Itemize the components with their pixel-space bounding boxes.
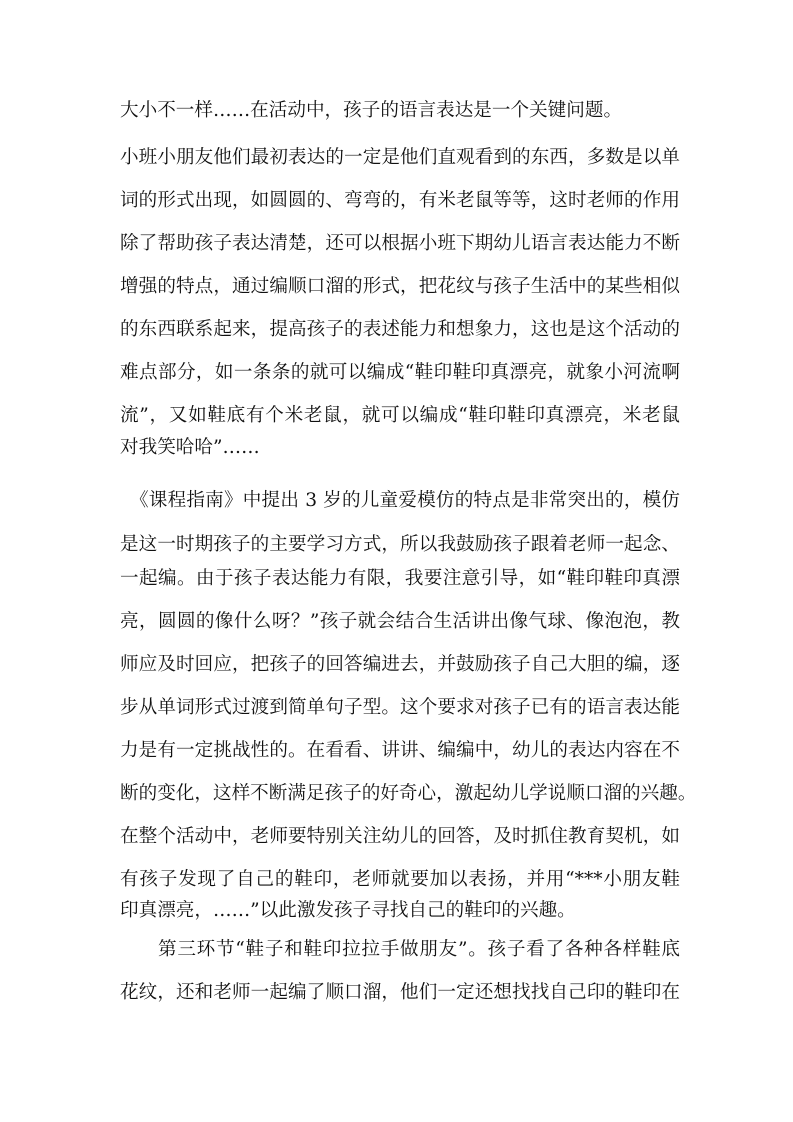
text-line-10: 《课程指南》中提出 3 岁的儿童爱模仿的特点是非常突出的，模仿 xyxy=(130,490,680,511)
text-line-3: 词的形式出现，如圆圆的、弯弯的，有米老鼠等等，这时老师的作用 xyxy=(120,190,680,211)
text-line-13: 亮，圆圆的像什么呀？”孩子就会结合生活讲出像气球、像泡泡，教 xyxy=(120,611,680,632)
text-line-1: 大小不一样……在活动中，孩子的语言表达是一个关键问题。 xyxy=(120,100,623,121)
text-line-11: 是这一时期孩子的主要学习方式，所以我鼓励孩子跟着老师一起念、 xyxy=(120,534,680,555)
text-line-15: 步从单词形式过渡到简单句子型。这个要求对孩子已有的语言表达能 xyxy=(120,697,680,718)
text-line-14: 师应及时回应，把孩子的回答编进去，并鼓励孩子自己大胆的编，逐 xyxy=(120,654,680,675)
text-line-21: 第三环节“鞋子和鞋印拉拉手做朋友”。孩子看了各种各样鞋底 xyxy=(158,939,680,960)
text-line-5: 增强的特点，通过编顺口溜的形式，把花纹与孩子生活中的某些相似 xyxy=(120,276,680,297)
text-line-4: 除了帮助孩子表达清楚，还可以根据小班下期幼儿语言表达能力不断 xyxy=(120,233,680,254)
text-line-22: 花纹，还和老师一起编了顺口溜，他们一定还想找找自己印的鞋印在 xyxy=(120,982,680,1003)
text-line-2: 小班小朋友他们最初表达的一定是他们直观看到的东西，多数是以单 xyxy=(120,147,680,168)
text-line-9: 对我笑哈哈”…… xyxy=(120,437,260,458)
text-line-16: 力是有一定挑战性的。在看看、讲讲、编编中，幼儿的表达内容在不 xyxy=(120,740,680,761)
text-line-8: 流”，又如鞋底有个米老鼠，就可以编成“鞋印鞋印真漂亮，米老鼠 xyxy=(120,405,680,426)
text-line-12: 一起编。由于孩子表达能力有限，我要注意引导，如“鞋印鞋印真漂 xyxy=(120,568,680,589)
text-line-18: 在整个活动中，老师要特别关注幼儿的回答，及时抓住教育契机，如 xyxy=(120,826,680,847)
text-line-7: 难点部分，如一条条的就可以编成“鞋印鞋印真漂亮，就象小河流啊 xyxy=(120,362,680,383)
text-line-20: 印真漂亮，……”以此激发孩子寻找自己的鞋印的兴趣。 xyxy=(120,900,576,921)
text-line-19: 有孩子发现了自己的鞋印，老师就要加以表扬，并用“***小朋友鞋 xyxy=(120,869,680,890)
text-line-6: 的东西联系起来，提高孩子的表述能力和想象力，这也是这个活动的 xyxy=(120,319,680,340)
text-line-17: 断的变化，这样不断满足孩子的好奇心，激起幼儿学说顺口溜的兴趣。 xyxy=(120,783,697,804)
